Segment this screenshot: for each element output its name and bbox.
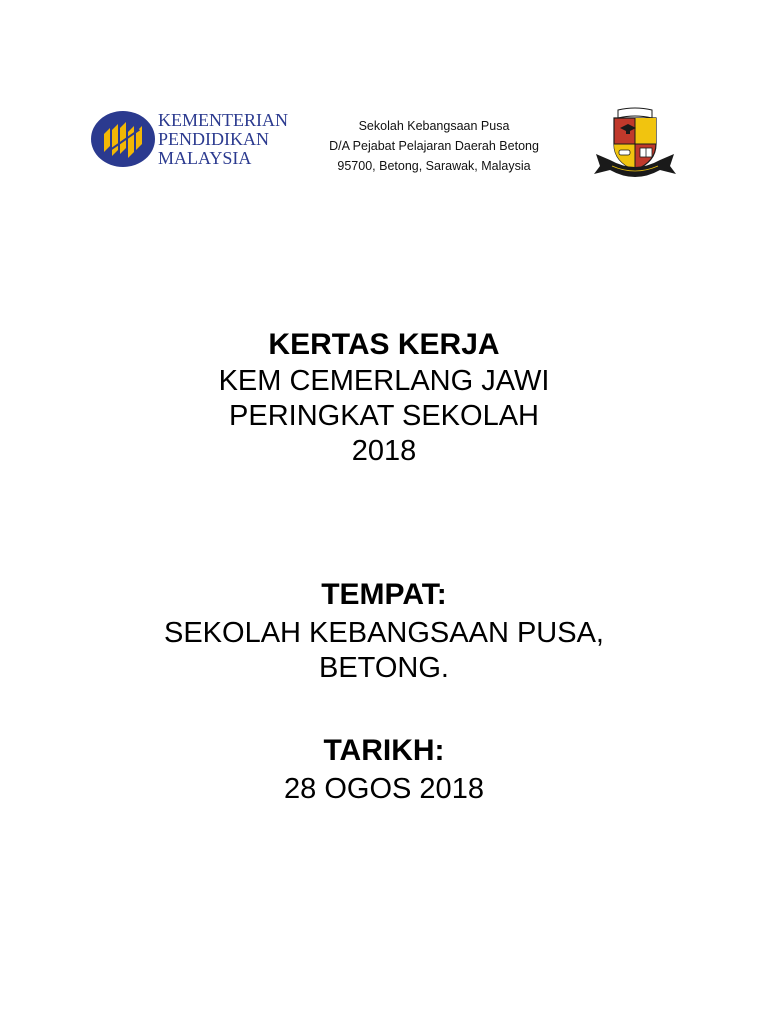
- date-value: 28 OGOS 2018: [284, 773, 484, 805]
- date-label: TARIKH:: [323, 734, 445, 767]
- title-line: KEM CEMERLANG JAWI: [218, 365, 550, 397]
- date-section: [0, 730, 768, 807]
- school-crest-icon: [588, 104, 682, 184]
- ministry-emblem-icon: [90, 110, 156, 168]
- title-line: 2018: [351, 435, 417, 467]
- ministry-name-line2: PENDIDIKAN: [158, 129, 269, 149]
- ministry-name: [158, 111, 288, 168]
- address-line1: Sekolah Kebangsaan Pusa: [358, 119, 510, 133]
- document-title: [0, 326, 768, 469]
- venue-label: TEMPAT:: [321, 578, 447, 611]
- title-heading: KERTAS KERJA: [268, 328, 500, 361]
- ministry-logo: [88, 108, 288, 170]
- venue-section: [0, 574, 768, 686]
- venue-line: SEKOLAH KEBANGSAAN PUSA,: [164, 617, 604, 649]
- ministry-name-line1: KEMENTERIAN: [158, 110, 288, 130]
- title-line: PERINGKAT SEKOLAH: [229, 400, 539, 432]
- address-line3: 95700, Betong, Sarawak, Malaysia: [337, 159, 531, 173]
- venue-line: BETONG.: [319, 652, 449, 684]
- school-address: [292, 116, 576, 176]
- address-line2: D/A Pejabat Pelajaran Daerah Betong: [329, 139, 539, 153]
- ministry-name-line3: MALAYSIA: [158, 148, 252, 168]
